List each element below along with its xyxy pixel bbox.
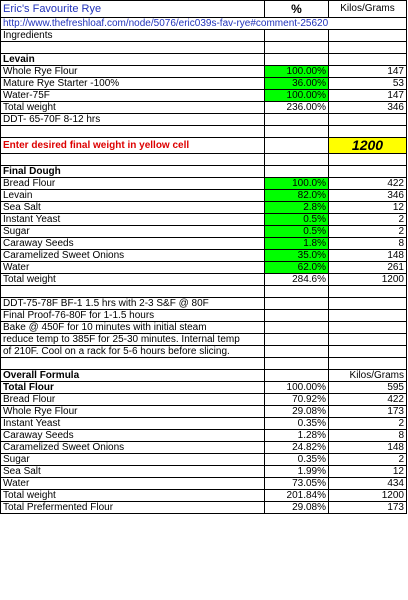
source-url-link[interactable]: http://www.thefreshloaf.com/node/5076/eric039s-fav-rye#comment-25620	[1, 18, 407, 30]
method-note[interactable]: Final Proof-76-80F for 1-1.5 hours	[1, 310, 265, 322]
ingredient-name[interactable]: Levain	[1, 190, 265, 202]
quantity-cell[interactable]: 261	[329, 262, 407, 274]
ingredients-row	[1, 30, 407, 42]
percent-input-cell[interactable]: 100.00%	[265, 90, 329, 102]
quantity-cell[interactable]: 2	[329, 418, 407, 430]
empty-cell[interactable]	[329, 298, 407, 310]
overall-heading-row	[1, 370, 407, 382]
empty-cell[interactable]	[1, 286, 265, 298]
ingredient-name[interactable]: Caramelized Sweet Onions	[1, 250, 265, 262]
levain-ddt-row	[1, 114, 407, 126]
levain-ddt-note[interactable]: DDT- 65-70F 8-12 hrs	[1, 114, 265, 126]
ingredient-name[interactable]: Instant Yeast	[1, 418, 265, 430]
quantity-cell[interactable]: 148	[329, 250, 407, 262]
total-flour-percent[interactable]: 100.00%	[265, 382, 329, 394]
spacer-row	[1, 358, 407, 370]
empty-cell[interactable]	[329, 42, 407, 54]
percent-cell[interactable]: 1.99%	[265, 466, 329, 478]
ingredient-name[interactable]: Sea Salt	[1, 202, 265, 214]
overall-formula-heading[interactable]: Overall Formula	[1, 370, 265, 382]
spacer-row	[1, 126, 407, 138]
final-dough-heading[interactable]: Final Dough	[1, 166, 265, 178]
total-label[interactable]: Total weight	[1, 274, 265, 286]
quantity-cell[interactable]: 12	[329, 202, 407, 214]
ingredient-name[interactable]: Water	[1, 478, 265, 490]
spacer-row	[1, 154, 407, 166]
quantity-cell[interactable]: 147	[329, 66, 407, 78]
percent-header[interactable]: %	[265, 1, 329, 18]
empty-cell[interactable]	[265, 154, 329, 166]
empty-cell[interactable]	[329, 286, 407, 298]
ingredient-name[interactable]: Caraway Seeds	[1, 238, 265, 250]
percent-cell[interactable]: 0.35%	[265, 418, 329, 430]
percent-input-cell[interactable]: 100.00%	[265, 66, 329, 78]
table-row	[1, 226, 407, 238]
ingredient-name[interactable]: Water	[1, 262, 265, 274]
table-row	[1, 250, 407, 262]
percent-input-cell[interactable]: 36.00%	[265, 78, 329, 90]
total-percent[interactable]: 201.84%	[265, 490, 329, 502]
total-flour-quantity[interactable]: 595	[329, 382, 407, 394]
empty-cell[interactable]	[329, 30, 407, 42]
method-note[interactable]: Bake @ 450F for 10 minutes with initial steam	[1, 322, 265, 334]
percent-input-cell[interactable]: 82.0%	[265, 190, 329, 202]
ingredient-name[interactable]: Caramelized Sweet Onions	[1, 442, 265, 454]
table-row	[1, 406, 407, 418]
table-row	[1, 430, 407, 442]
overall-total-flour-row	[1, 382, 407, 394]
preferment-row	[1, 502, 407, 514]
empty-cell[interactable]	[265, 334, 329, 346]
ingredient-name[interactable]: Whole Rye Flour	[1, 66, 265, 78]
total-label[interactable]: Total weight	[1, 102, 265, 114]
ingredient-name[interactable]: Mature Rye Starter -100%	[1, 78, 265, 90]
percent-input-cell[interactable]: 0.5%	[265, 214, 329, 226]
note-row	[1, 322, 407, 334]
percent-input-cell[interactable]: 2.8%	[265, 202, 329, 214]
target-weight-label[interactable]: Enter desired final weight in yellow cell	[1, 138, 265, 154]
empty-cell[interactable]	[265, 166, 329, 178]
table-row	[1, 178, 407, 190]
overall-total-row	[1, 490, 407, 502]
note-row	[1, 310, 407, 322]
recipe-title[interactable]: Eric's Favourite Rye	[1, 1, 265, 18]
quantity-cell[interactable]: 434	[329, 478, 407, 490]
target-weight-input[interactable]: 1200	[329, 138, 407, 154]
final-dough-heading-row	[1, 166, 407, 178]
table-row	[1, 66, 407, 78]
empty-cell[interactable]	[265, 346, 329, 358]
table-row	[1, 190, 407, 202]
empty-cell[interactable]	[329, 54, 407, 66]
ingredient-name[interactable]: Water-75F	[1, 90, 265, 102]
method-note[interactable]: reduce temp to 385F for 25-30 minutes. Internal temp	[1, 334, 265, 346]
table-row	[1, 442, 407, 454]
empty-cell[interactable]	[265, 30, 329, 42]
ingredient-name[interactable]: Sugar	[1, 226, 265, 238]
total-quantity[interactable]: 346	[329, 102, 407, 114]
empty-cell[interactable]	[1, 358, 265, 370]
ingredients-label[interactable]: Ingredients	[1, 30, 265, 42]
percent-input-cell[interactable]: 100.0%	[265, 178, 329, 190]
ingredient-name[interactable]: Bread Flour	[1, 394, 265, 406]
quantity-cell[interactable]: 53	[329, 78, 407, 90]
note-row	[1, 334, 407, 346]
ingredient-name[interactable]: Whole Rye Flour	[1, 406, 265, 418]
url-row	[1, 18, 407, 30]
empty-cell[interactable]	[265, 138, 329, 154]
total-percent[interactable]: 236.00%	[265, 102, 329, 114]
empty-cell[interactable]	[1, 42, 265, 54]
quantity-cell[interactable]: 147	[329, 90, 407, 102]
empty-cell[interactable]	[1, 154, 265, 166]
empty-cell[interactable]	[265, 370, 329, 382]
empty-cell[interactable]	[329, 346, 407, 358]
percent-input-cell[interactable]: 1.8%	[265, 238, 329, 250]
preferment-label[interactable]: Total Prefermented Flour	[1, 502, 265, 514]
table-row	[1, 90, 407, 102]
quantity-cell[interactable]: 2	[329, 214, 407, 226]
percent-cell[interactable]: 1.28%	[265, 430, 329, 442]
table-row	[1, 238, 407, 250]
table-row	[1, 394, 407, 406]
table-row	[1, 454, 407, 466]
levain-heading[interactable]: Levain	[1, 54, 265, 66]
units-header[interactable]: Kilos/Grams	[329, 1, 407, 18]
table-row	[1, 202, 407, 214]
ingredient-name[interactable]: Sea Salt	[1, 466, 265, 478]
total-quantity[interactable]: 1200	[329, 490, 407, 502]
preferment-quantity[interactable]: 173	[329, 502, 407, 514]
percent-input-cell[interactable]: 0.5%	[265, 226, 329, 238]
final-dough-total-row	[1, 274, 407, 286]
ingredient-name[interactable]: Bread Flour	[1, 178, 265, 190]
empty-cell[interactable]	[329, 322, 407, 334]
quantity-cell[interactable]: 173	[329, 406, 407, 418]
percent-input-cell[interactable]: 35.0%	[265, 250, 329, 262]
empty-cell[interactable]	[1, 126, 265, 138]
table-row	[1, 418, 407, 430]
levain-heading-row	[1, 54, 407, 66]
empty-cell[interactable]	[265, 114, 329, 126]
ingredient-name[interactable]: Caraway Seeds	[1, 430, 265, 442]
quantity-cell[interactable]: 8	[329, 430, 407, 442]
overall-units-header[interactable]: Kilos/Grams	[329, 370, 407, 382]
empty-cell[interactable]	[329, 334, 407, 346]
empty-cell[interactable]	[329, 166, 407, 178]
total-label[interactable]: Total weight	[1, 490, 265, 502]
percent-input-cell[interactable]: 62.0%	[265, 262, 329, 274]
quantity-cell[interactable]: 12	[329, 466, 407, 478]
table-row	[1, 78, 407, 90]
levain-total-row	[1, 102, 407, 114]
table-row	[1, 478, 407, 490]
empty-cell[interactable]	[329, 114, 407, 126]
empty-cell[interactable]	[265, 322, 329, 334]
quantity-cell[interactable]: 2	[329, 454, 407, 466]
percent-cell[interactable]: 73.05%	[265, 478, 329, 490]
table-row	[1, 466, 407, 478]
empty-cell[interactable]	[265, 126, 329, 138]
percent-cell[interactable]: 70.92%	[265, 394, 329, 406]
empty-cell[interactable]	[265, 42, 329, 54]
ingredient-name[interactable]: Sugar	[1, 454, 265, 466]
percent-cell[interactable]: 24.82%	[265, 442, 329, 454]
percent-cell[interactable]: 29.08%	[265, 406, 329, 418]
spacer-row	[1, 286, 407, 298]
percent-cell[interactable]: 0.35%	[265, 454, 329, 466]
method-note[interactable]: of 210F. Cool on a rack for 5-6 hours before slicing.	[1, 346, 265, 358]
total-quantity[interactable]: 1200	[329, 274, 407, 286]
total-percent[interactable]: 284.6%	[265, 274, 329, 286]
empty-cell[interactable]	[265, 310, 329, 322]
empty-cell[interactable]	[265, 358, 329, 370]
note-row	[1, 298, 407, 310]
title-row	[1, 1, 407, 18]
method-note[interactable]: DDT-75-78F BF-1 1.5 hrs with 2-3 S&F @ 80F	[1, 298, 265, 310]
table-row	[1, 262, 407, 274]
quantity-cell[interactable]: 148	[329, 442, 407, 454]
table-row	[1, 214, 407, 226]
empty-cell[interactable]	[329, 126, 407, 138]
quantity-cell[interactable]: 8	[329, 238, 407, 250]
spacer-row	[1, 42, 407, 54]
target-weight-row	[1, 138, 407, 154]
note-row	[1, 346, 407, 358]
quantity-cell[interactable]: 346	[329, 190, 407, 202]
empty-cell[interactable]	[265, 298, 329, 310]
quantity-cell[interactable]: 2	[329, 226, 407, 238]
preferment-percent[interactable]: 29.08%	[265, 502, 329, 514]
quantity-cell[interactable]: 422	[329, 394, 407, 406]
quantity-cell[interactable]: 422	[329, 178, 407, 190]
total-flour-label[interactable]: Total Flour	[1, 382, 265, 394]
empty-cell[interactable]	[329, 154, 407, 166]
empty-cell[interactable]	[329, 310, 407, 322]
empty-cell[interactable]	[265, 54, 329, 66]
ingredient-name[interactable]: Instant Yeast	[1, 214, 265, 226]
empty-cell[interactable]	[265, 286, 329, 298]
empty-cell[interactable]	[329, 358, 407, 370]
